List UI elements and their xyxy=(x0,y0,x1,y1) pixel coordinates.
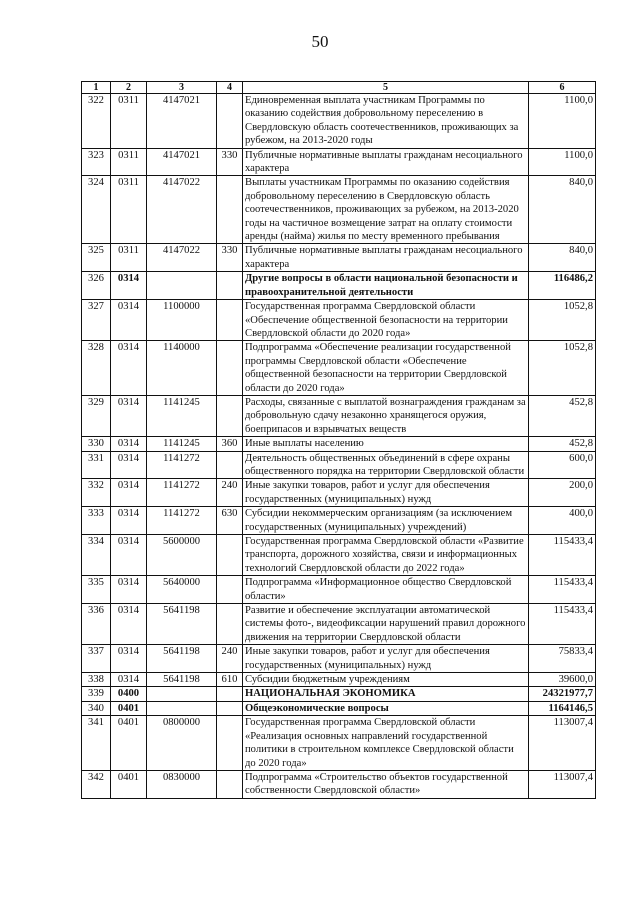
section-code: 0314 xyxy=(111,451,147,479)
target-code: 1141272 xyxy=(147,507,217,535)
target-code: 0830000 xyxy=(147,770,217,798)
target-code: 1141245 xyxy=(147,395,217,436)
section-code: 0311 xyxy=(111,176,147,244)
row-description: Расходы, связанные с выплатой вознаграждения гражданам за добровольную сдачу незаконно хранящегося оружия, боеприпасов и взрывчатых веществ xyxy=(243,395,529,436)
row-number: 332 xyxy=(82,479,111,507)
table-row xyxy=(82,645,596,673)
row-description: Подпрограмма «Обеспечение реализации государственной программы Свердловской области «Обеспечение общественной безопасности на территории Свердловской области до 2020 года» xyxy=(243,341,529,396)
expense-type xyxy=(217,604,243,645)
target-code: 0800000 xyxy=(147,716,217,771)
table-row xyxy=(82,604,596,645)
target-code: 1140000 xyxy=(147,341,217,396)
row-description: Публичные нормативные выплаты гражданам несоциального характера xyxy=(243,148,529,176)
row-description: Деятельность общественных объединений в сфере охраны общественного порядка на территории Свердловской области xyxy=(243,451,529,479)
section-code: 0401 xyxy=(111,716,147,771)
expense-type xyxy=(217,341,243,396)
expense-type: 240 xyxy=(217,479,243,507)
table-row xyxy=(82,507,596,535)
expense-type: 360 xyxy=(217,437,243,451)
table-row xyxy=(82,673,596,687)
expense-type xyxy=(217,576,243,604)
section-code: 0311 xyxy=(111,148,147,176)
row-description: Государственная программа Свердловской области «Развитие транспорта, дорожного хозяйства, связи и информационных технологий Свердловской области до 2022 года» xyxy=(243,535,529,576)
table-row xyxy=(82,437,596,451)
row-number: 342 xyxy=(82,770,111,798)
table-row xyxy=(82,716,596,771)
row-description: Выплаты участникам Программы по оказанию содействия добровольному переселению в Свердловскую область соотечественников, проживающих за рубежом, на 2013-2020 годы на частичное возмещение затрат на оплату стоимости аренды (найма) жилья по месту временного пребывания xyxy=(243,176,529,244)
row-amount: 600,0 xyxy=(529,451,596,479)
section-code: 0314 xyxy=(111,645,147,673)
row-number: 341 xyxy=(82,716,111,771)
header-row xyxy=(82,82,596,94)
section-code: 0314 xyxy=(111,479,147,507)
expense-type xyxy=(217,716,243,771)
row-amount: 840,0 xyxy=(529,244,596,272)
section-code: 0314 xyxy=(111,604,147,645)
expense-type xyxy=(217,687,243,701)
section-code: 0314 xyxy=(111,272,147,300)
row-amount: 113007,4 xyxy=(529,716,596,771)
expense-type: 330 xyxy=(217,148,243,176)
row-description: Государственная программа Свердловской области «Обеспечение общественной безопасности на территории Свердловской области до 2020 года» xyxy=(243,300,529,341)
target-code: 1141272 xyxy=(147,479,217,507)
row-amount: 1164146,5 xyxy=(529,701,596,715)
target-code xyxy=(147,272,217,300)
table-row xyxy=(82,272,596,300)
expense-type xyxy=(217,701,243,715)
expense-type: 610 xyxy=(217,673,243,687)
row-number: 337 xyxy=(82,645,111,673)
row-description: Иные выплаты населению xyxy=(243,437,529,451)
target-code xyxy=(147,687,217,701)
target-code: 5641198 xyxy=(147,673,217,687)
row-description: Публичные нормативные выплаты гражданам несоциального характера xyxy=(243,244,529,272)
section-code: 0314 xyxy=(111,395,147,436)
table-row xyxy=(82,479,596,507)
target-code: 1100000 xyxy=(147,300,217,341)
target-code: 1141272 xyxy=(147,451,217,479)
row-amount: 115433,4 xyxy=(529,604,596,645)
target-code: 5641198 xyxy=(147,604,217,645)
column-header: 2 xyxy=(111,82,147,94)
row-number: 322 xyxy=(82,94,111,149)
row-amount: 1100,0 xyxy=(529,148,596,176)
row-description: Единовременная выплата участникам Программы по оказанию содействия добровольному переселению в Свердловскую область соотечественников, проживающих за рубежом, на 2013-2020 годы xyxy=(243,94,529,149)
table-row xyxy=(82,701,596,715)
column-header: 1 xyxy=(82,82,111,94)
section-code: 0401 xyxy=(111,770,147,798)
row-amount: 115433,4 xyxy=(529,535,596,576)
expense-type xyxy=(217,535,243,576)
section-code: 0401 xyxy=(111,701,147,715)
row-number: 338 xyxy=(82,673,111,687)
row-description: Субсидии некоммерческим организациям (за исключением государственных (муниципальных) учреждений) xyxy=(243,507,529,535)
row-number: 323 xyxy=(82,148,111,176)
table-body xyxy=(82,94,596,799)
row-description: Государственная программа Свердловской области «Реализация основных направлений государственной политики в строительном комплексе Свердловской области до 2020 года» xyxy=(243,716,529,771)
row-amount: 75833,4 xyxy=(529,645,596,673)
table-row xyxy=(82,770,596,798)
row-amount: 1052,8 xyxy=(529,300,596,341)
row-number: 326 xyxy=(82,272,111,300)
section-code: 0314 xyxy=(111,673,147,687)
table-row xyxy=(82,535,596,576)
column-header: 3 xyxy=(147,82,217,94)
row-amount: 24321977,7 xyxy=(529,687,596,701)
expense-type xyxy=(217,300,243,341)
row-description: Субсидии бюджетным учреждениям xyxy=(243,673,529,687)
section-code: 0314 xyxy=(111,576,147,604)
target-code xyxy=(147,701,217,715)
row-number: 335 xyxy=(82,576,111,604)
row-amount: 452,8 xyxy=(529,395,596,436)
section-code: 0314 xyxy=(111,437,147,451)
row-amount: 113007,4 xyxy=(529,770,596,798)
expense-type: 240 xyxy=(217,645,243,673)
target-code: 4147022 xyxy=(147,176,217,244)
expense-type xyxy=(217,272,243,300)
table-row xyxy=(82,300,596,341)
row-description: Подпрограмма «Строительство объектов государственной собственности Свердловской области» xyxy=(243,770,529,798)
row-description: Другие вопросы в области национальной безопасности и правоохранительной деятельности xyxy=(243,272,529,300)
row-description: НАЦИОНАЛЬНАЯ ЭКОНОМИКА xyxy=(243,687,529,701)
row-number: 325 xyxy=(82,244,111,272)
row-amount: 452,8 xyxy=(529,437,596,451)
section-code: 0314 xyxy=(111,535,147,576)
table-row xyxy=(82,148,596,176)
row-number: 329 xyxy=(82,395,111,436)
expense-type xyxy=(217,94,243,149)
row-description: Иные закупки товаров, работ и услуг для обеспечения государственных (муниципальных) нужд xyxy=(243,645,529,673)
expense-type xyxy=(217,176,243,244)
row-amount: 200,0 xyxy=(529,479,596,507)
row-amount: 115433,4 xyxy=(529,576,596,604)
row-number: 334 xyxy=(82,535,111,576)
column-header: 6 xyxy=(529,82,596,94)
table-row xyxy=(82,176,596,244)
target-code: 4147022 xyxy=(147,244,217,272)
row-number: 340 xyxy=(82,701,111,715)
table-row xyxy=(82,451,596,479)
column-header: 4 xyxy=(217,82,243,94)
target-code: 1141245 xyxy=(147,437,217,451)
target-code: 4147021 xyxy=(147,148,217,176)
row-number: 327 xyxy=(82,300,111,341)
row-number: 330 xyxy=(82,437,111,451)
row-number: 331 xyxy=(82,451,111,479)
row-amount: 116486,2 xyxy=(529,272,596,300)
section-code: 0314 xyxy=(111,341,147,396)
expense-type: 630 xyxy=(217,507,243,535)
expense-type xyxy=(217,770,243,798)
expense-type: 330 xyxy=(217,244,243,272)
row-description: Подпрограмма «Информационное общество Свердловской области» xyxy=(243,576,529,604)
table-row xyxy=(82,341,596,396)
row-description: Развитие и обеспечение эксплуатации автоматической системы фото-, видеофиксации нарушений правил дорожного движения на территории Свердловской области xyxy=(243,604,529,645)
target-code: 5640000 xyxy=(147,576,217,604)
table-row xyxy=(82,395,596,436)
row-number: 324 xyxy=(82,176,111,244)
column-header: 5 xyxy=(243,82,529,94)
section-code: 0311 xyxy=(111,94,147,149)
table-row xyxy=(82,576,596,604)
target-code: 5600000 xyxy=(147,535,217,576)
row-number: 328 xyxy=(82,341,111,396)
row-description: Иные закупки товаров, работ и услуг для обеспечения государственных (муниципальных) нужд xyxy=(243,479,529,507)
table-row xyxy=(82,244,596,272)
expense-type xyxy=(217,451,243,479)
section-code: 0314 xyxy=(111,507,147,535)
row-number: 333 xyxy=(82,507,111,535)
target-code: 5641198 xyxy=(147,645,217,673)
table-row xyxy=(82,94,596,149)
table-row xyxy=(82,687,596,701)
section-code: 0311 xyxy=(111,244,147,272)
row-number: 339 xyxy=(82,687,111,701)
row-amount: 400,0 xyxy=(529,507,596,535)
budget-table xyxy=(81,81,596,799)
row-amount: 39600,0 xyxy=(529,673,596,687)
row-amount: 1052,8 xyxy=(529,341,596,396)
row-amount: 1100,0 xyxy=(529,94,596,149)
target-code: 4147021 xyxy=(147,94,217,149)
section-code: 0400 xyxy=(111,687,147,701)
page-number: 50 xyxy=(311,32,329,51)
row-description: Общеэкономические вопросы xyxy=(243,701,529,715)
row-number: 336 xyxy=(82,604,111,645)
section-code: 0314 xyxy=(111,300,147,341)
row-amount: 840,0 xyxy=(529,176,596,244)
expense-type xyxy=(217,395,243,436)
